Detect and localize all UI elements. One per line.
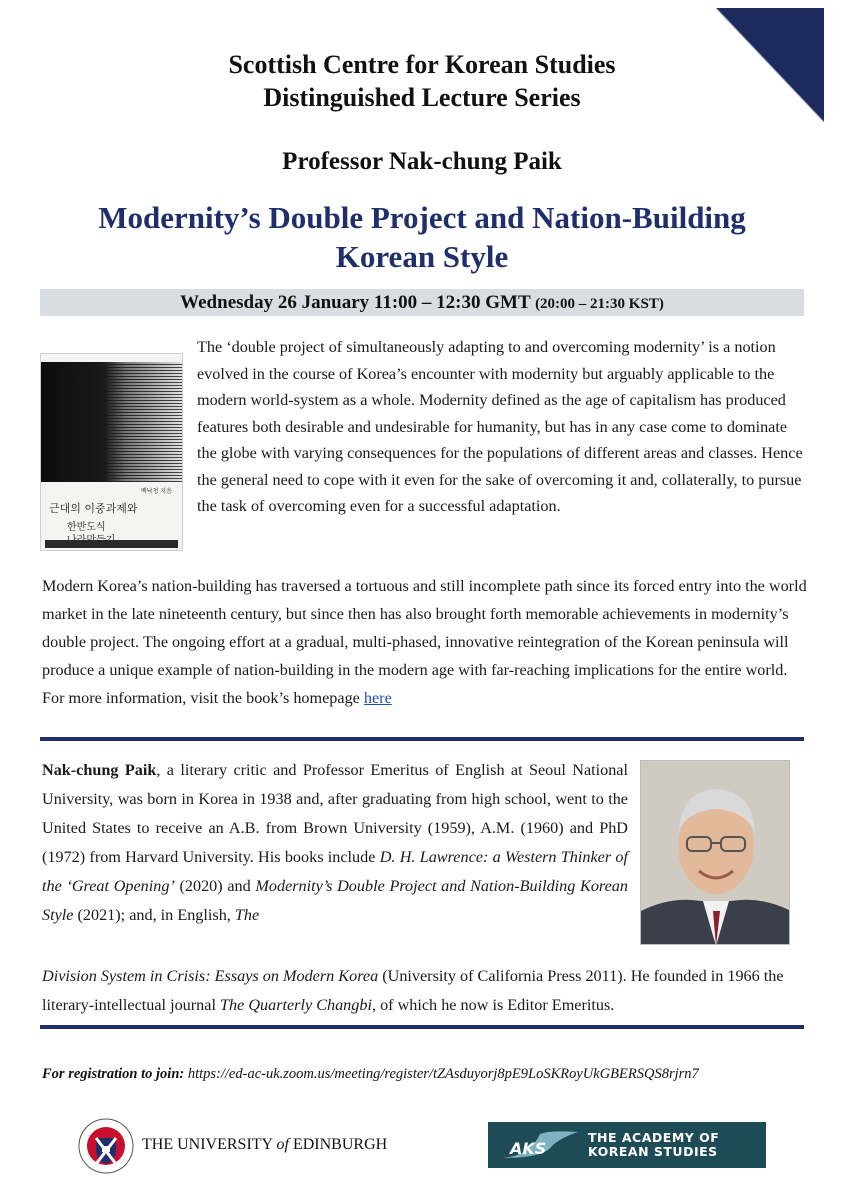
- edinburgh-of: of: [276, 1136, 289, 1153]
- bio-book-3b: Division System in Crisis: Essays on Modern Korea: [42, 967, 379, 985]
- bio-name: Nak-chung Paik: [42, 761, 157, 779]
- edinburgh-crest-icon: [78, 1118, 134, 1174]
- bio-text-3: (2021); and, in English,: [73, 906, 235, 924]
- edinburgh-suffix: EDINBURGH: [288, 1136, 388, 1153]
- edinburgh-prefix: THE UNIVERSITY: [142, 1136, 277, 1153]
- aks-mark-text: AKS: [510, 1139, 547, 1158]
- book-homepage-link[interactable]: here: [363, 689, 392, 707]
- bio-text-2: (2020) and: [174, 877, 256, 895]
- lecture-title-line-1: Modernity’s Double Project and Nation-Building: [98, 200, 746, 235]
- aks-name-line-2: KOREAN STUDIES: [588, 1144, 718, 1159]
- header-line-2: Distinguished Lecture Series: [263, 83, 581, 112]
- registration-label: For registration to join:: [42, 1066, 185, 1082]
- book-cover-image: [40, 353, 183, 551]
- bio-book-1: D. H. Lawrence: a Western Thinker of the ‘Great Opening’: [42, 848, 629, 895]
- edinburgh-name: [142, 1136, 387, 1154]
- book-cover-art: [41, 362, 182, 482]
- bio-text-4: (University of California Press 2011). He founded in 1966 the literary-intellectual journal: [42, 967, 784, 1014]
- series-header: [0, 48, 844, 114]
- aks-name-line-1: THE ACADEMY OF: [588, 1130, 720, 1145]
- abstract-paragraph-1: The ‘double project of simultaneously adapting to and overcoming modernity’ is a notion evolved in the course of Korea’s encounter with modernity but arguably applicable to the modern world-system as a whole. Modernity defined as the age of capitalism has produced features both desirable and undesirable for humanity, but has in any case come to dominate the globe with varying consequences for the populations of different areas and classes. Hence the general need to cope with it even for the sake of overcoming it and, collaterally, to pursue the task of overcoming even for a successful adaptation.: [197, 338, 803, 515]
- divider-top: [40, 737, 804, 741]
- registration-url[interactable]: https://ed-ac-uk.zoom.us/meeting/register/tZAsduyorj8pE9LoSKRoyUkGBERSQS8rjrn7: [187, 1066, 699, 1082]
- abstract-paragraph-2-text: Modern Korea’s nation-building has traversed a tortuous and still incomplete path since its forced entry into the world market in the late nineteenth century, but since then has also brought forth memorable achievements in modernity’s double project. The ongoing effort at a gradual, multi-phased, innovative reintegration of the Korean peninsula will produce a unique example of nation-building in the modern age with far-reaching implications for the entire world. For more information, visit the book’s homepage: [42, 577, 807, 707]
- date-bar: [40, 289, 804, 316]
- lecture-title-line-2: Korean Style: [335, 239, 509, 274]
- speaker-heading: Professor Nak-chung Paik: [282, 148, 562, 175]
- speaker-bio-continued: [42, 962, 807, 1020]
- speaker-photo-illustration: [641, 761, 790, 945]
- divider-bottom: [40, 1025, 804, 1029]
- bio-book-2: Modernity’s Double Project and Nation-Building Korean Style: [42, 877, 628, 924]
- aks-logo: [488, 1122, 766, 1168]
- abstract-paragraph-2: [42, 572, 807, 712]
- book-cover-title-line-2: 한반도식: [67, 522, 106, 533]
- book-cover-author: 백낙청 지음: [141, 488, 172, 495]
- book-cover-title-line-1: 근대의 이중과제와: [49, 502, 138, 515]
- bio-book-3: The: [234, 906, 260, 924]
- header-line-1: Scottish Centre for Korean Studies: [228, 50, 616, 79]
- speaker-photo: [640, 760, 790, 945]
- registration-line: [42, 1066, 812, 1083]
- aks-name: [588, 1131, 719, 1159]
- bio-text-1: , a literary critic and Professor Emeritus of English at Seoul National University, was born in Korea in 1938 and, after graduating from high school, went to the United States to receive an A.B. from Brown University (1959), A.M. (1960) and PhD (1972) from Harvard University. His books include: [42, 761, 628, 866]
- bio-journal: The Quarterly Changbi: [219, 996, 372, 1014]
- date-kst: (20:00 – 21:30 KST): [535, 296, 664, 312]
- edinburgh-logo: [78, 1118, 408, 1174]
- speaker-bio: [42, 756, 628, 930]
- date-main: Wednesday 26 January 11:00 – 12:30 GMT: [180, 292, 531, 313]
- lecture-title: [0, 198, 844, 276]
- book-cover-strip: [45, 540, 178, 548]
- aks-mark-icon: [500, 1128, 580, 1162]
- bio-text-5: , of which he now is Editor Emeritus.: [371, 996, 615, 1014]
